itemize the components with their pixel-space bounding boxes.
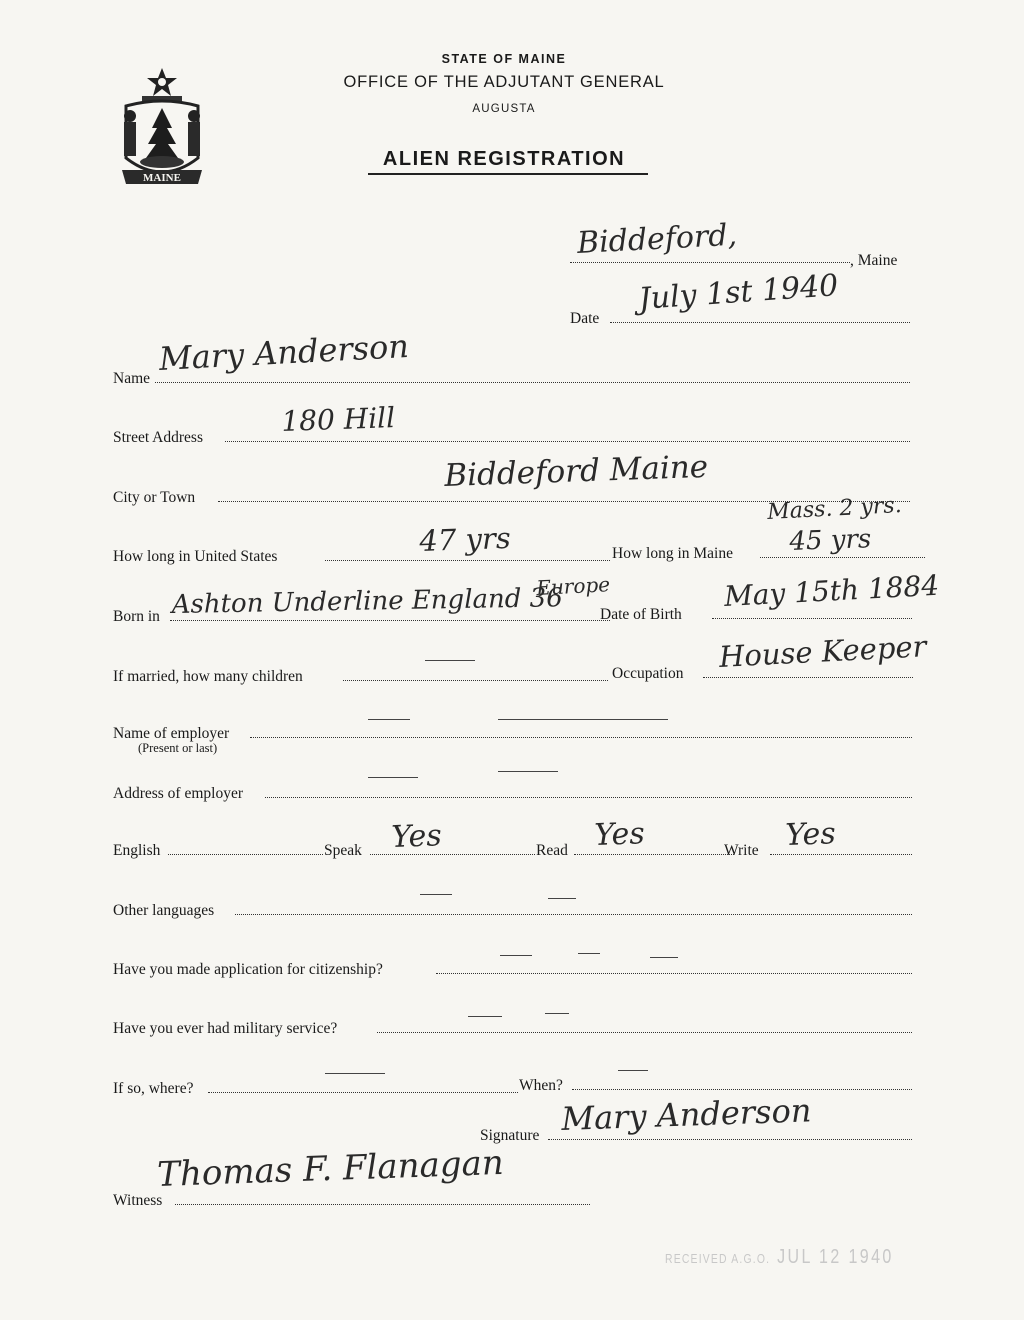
children-line: [343, 680, 608, 681]
english-label: English: [113, 842, 161, 859]
write-label: Write: [724, 842, 759, 859]
military-label: Have you ever had military service?: [113, 1020, 338, 1037]
other-languages-dash-2: [548, 898, 576, 899]
employer-note: (Present or last): [138, 741, 218, 755]
where-line: [208, 1092, 518, 1093]
citizenship-dash-2: [578, 953, 600, 954]
military-line: [377, 1032, 912, 1033]
write-line: [770, 854, 912, 855]
employer-address-dash-2: [498, 771, 558, 772]
date-of-birth-label: Date of Birth: [600, 606, 682, 623]
date-label: Date: [570, 310, 600, 327]
signature-label: Signature: [480, 1127, 540, 1144]
write-value: Yes: [784, 816, 837, 853]
children-label: If married, how many children: [113, 668, 303, 685]
witness-label: Witness: [113, 1192, 163, 1209]
born-in-line: [170, 620, 610, 621]
english-line: [168, 854, 323, 855]
received-stamp: [665, 1246, 894, 1269]
speak-label: Speak: [324, 842, 362, 859]
title-underline: [368, 173, 648, 175]
name-line: [155, 382, 910, 383]
military-dash-2: [545, 1013, 569, 1014]
name-value: Mary Anderson: [158, 326, 410, 378]
seal-label: MAINE: [143, 172, 181, 184]
read-line: [574, 854, 734, 855]
employer-address-line: [265, 797, 912, 798]
stamp-date: JUL 12 1940: [777, 1246, 894, 1268]
read-value: Yes: [593, 816, 646, 853]
stamp-prefix: RECEIVED A.G.O.: [665, 1251, 771, 1266]
street-label: Street Address: [113, 429, 203, 446]
other-languages-dash: [420, 894, 452, 895]
born-in-label: Born in: [113, 608, 160, 625]
military-dash: [468, 1016, 502, 1017]
city-value: Biddeford Maine: [443, 448, 709, 494]
how-long-maine-line: [760, 557, 925, 558]
street-value: 180 Hill: [280, 401, 396, 438]
employer-name-label: Name of employer: [113, 725, 230, 742]
signature-line: [548, 1139, 912, 1140]
how-long-us-line: [325, 560, 610, 561]
citizenship-dash-3: [650, 957, 678, 958]
employer-name-line: [250, 737, 912, 738]
town-value: Biddeford,: [576, 217, 738, 261]
born-note: Europe: [535, 572, 611, 600]
occupation-label: Occupation: [612, 665, 684, 682]
where-dash: [325, 1073, 385, 1074]
occupation-line: [703, 677, 913, 678]
employer-address-dash: [368, 777, 418, 778]
date-of-birth-line: [712, 618, 912, 619]
read-label: Read: [536, 842, 568, 859]
when-line: [572, 1089, 912, 1090]
citizenship-label: Have you made application for citizenship?: [113, 961, 383, 978]
occupation-value: House Keeper: [718, 629, 928, 674]
maine-suffix: , Maine: [850, 252, 898, 269]
date-line: [610, 322, 910, 323]
employer-name-dash-long: [498, 719, 668, 720]
when-label: When?: [519, 1077, 563, 1094]
header-city: AUGUSTA: [472, 103, 536, 115]
where-label: If so, where?: [113, 1080, 194, 1097]
when-dash: [618, 1070, 648, 1071]
name-label: Name: [113, 370, 151, 387]
other-languages-label: Other languages: [113, 902, 215, 919]
header-state: STATE OF MAINE: [441, 52, 567, 66]
town-line: [570, 262, 850, 263]
born-in-value: Ashton Underline England 36: [171, 583, 563, 620]
header-office: OFFICE OF THE ADJUTANT GENERAL: [343, 73, 665, 91]
employer-address-label: Address of employer: [113, 785, 243, 802]
mass-note: Mass. 2 yrs.: [766, 492, 903, 525]
speak-value: Yes: [390, 818, 443, 855]
city-label: City or Town: [113, 489, 196, 506]
date-of-birth-value: May 15th 1884: [723, 568, 940, 613]
employer-name-dash: [368, 719, 410, 720]
how-long-maine-value: 45 yrs: [788, 524, 872, 557]
how-long-maine-label: How long in Maine: [612, 545, 733, 562]
date-value: July 1st 1940: [637, 268, 840, 317]
citizenship-dash: [500, 955, 532, 956]
citizenship-line: [436, 973, 912, 974]
street-line: [225, 441, 910, 442]
form-title: ALIEN REGISTRATION: [382, 148, 626, 170]
how-long-us-value: 47 yrs: [418, 520, 512, 558]
signature-value: Mary Anderson: [560, 1091, 812, 1138]
other-languages-line: [235, 914, 912, 915]
witness-line: [175, 1204, 590, 1205]
witness-value: Thomas F. Flanagan: [156, 1142, 505, 1195]
children-dash: [425, 660, 475, 661]
how-long-us-label: How long in United States: [113, 548, 278, 565]
